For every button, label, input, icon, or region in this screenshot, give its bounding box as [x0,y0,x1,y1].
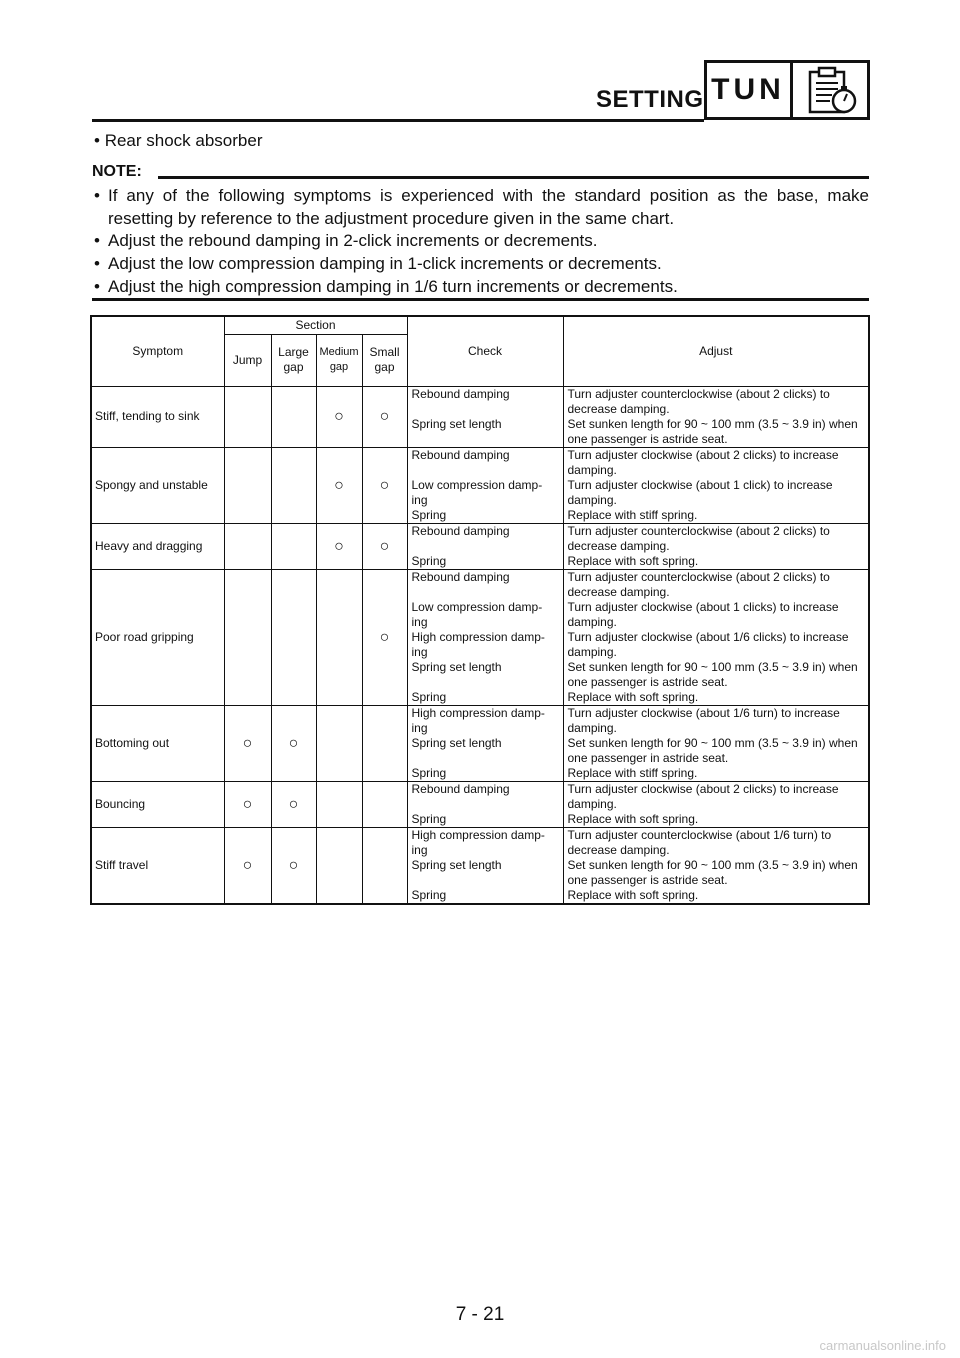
settings-table-wrapper [90,315,870,905]
check-mark: ○ [379,537,390,555]
check-cell: Spring set length [407,417,563,448]
header-row [91,316,869,334]
table-row [91,705,869,736]
large-gap-cell [271,781,316,827]
check-mark: ○ [288,734,299,752]
header-symptom: Symptom [91,316,224,386]
symptom-cell: Poor road gripping [91,569,224,705]
note-text: If any of the following symptoms is experienced with the standard position as the base, make resetting by reference to the adjustment procedure given in the same chart. [108,186,869,228]
check-cell: Low compression damp- ing [407,600,563,630]
note-item [94,275,869,298]
large-gap-cell [271,523,316,569]
symptom-cell: Heavy and dragging [91,523,224,569]
tun-badge-divider [790,60,793,120]
settings-table [90,315,870,905]
medium-gap-cell [316,705,362,781]
jump-cell [224,569,271,705]
adjust-cell: Replace with stiff spring. [563,508,869,524]
adjust-cell: Replace with soft spring. [563,690,869,706]
adjust-cell: Turn adjuster counterclockwise (about 1/6 turn) to decrease damping. [563,827,869,858]
small-gap-cell [362,523,407,569]
watermark: carmanualsonline.info [819,1338,946,1353]
large-gap-cell [271,386,316,447]
page-number: 7 - 21 [455,1304,505,1325]
small-gap-cell [362,569,407,705]
check-cell: Low compression damp- ing [407,478,563,508]
tun-badge-label: TUN [711,73,785,106]
check-mark: ○ [288,856,299,874]
note-item [94,252,869,275]
bullet: • [94,186,100,205]
adjust-cell: Replace with stiff spring. [563,766,869,782]
check-cell: Spring set length [407,660,563,690]
check-cell: Spring set length [407,858,563,888]
small-gap-cell [362,386,407,447]
medium-gap-cell [316,827,362,904]
header-section: Section [224,316,407,334]
small-gap-cell [362,447,407,523]
medium-gap-cell [316,447,362,523]
adjust-cell: Set sunken length for 90 ~ 100 mm (3.5 ~ 3.9 in) when one passenger is astride seat. [563,660,869,690]
check-cell: High compression damp- ing [407,630,563,660]
table-row [91,447,869,478]
note-label: NOTE: [92,163,142,180]
small-gap-cell [362,781,407,827]
check-cell: Rebound damping [407,781,563,812]
table-row [91,386,869,417]
header-adjust: Adjust [563,316,869,386]
check-mark: ○ [242,734,253,752]
check-cell: Spring [407,812,563,828]
check-cell: Rebound damping [407,447,563,478]
check-cell: Spring set length [407,736,563,766]
header-large-gap: Large gap [271,334,316,386]
rear-shock-heading [94,131,263,151]
check-mark: ○ [379,476,390,494]
check-mark: ○ [334,408,344,425]
adjust-cell: Replace with soft spring. [563,554,869,570]
adjust-cell: Turn adjuster clockwise (about 2 clicks) to increase damping. [563,781,869,812]
note-text: Adjust the rebound damping in 2-click increments or decrements. [108,231,598,250]
small-gap-cell [362,827,407,904]
check-mark: ○ [242,795,253,813]
table-row [91,827,869,858]
check-mark: ○ [379,628,390,646]
small-gap-cell [362,705,407,781]
adjust-cell: Turn adjuster counterclockwise (about 2 clicks) to decrease damping. [563,523,869,554]
check-cell: Spring [407,554,563,570]
note-item [94,184,869,230]
adjust-cell: Turn adjuster counterclockwise (about 2 clicks) to decrease damping. [563,386,869,417]
note-rule [158,176,869,179]
check-cell: Spring [407,690,563,706]
symptom-cell: Spongy and unstable [91,447,224,523]
symptom-cell: Bottoming out [91,705,224,781]
jump-cell [224,705,271,781]
header-small-gap: Small gap [362,334,407,386]
header-medium-gap: Medium gap [316,334,362,386]
jump-cell [224,386,271,447]
adjust-cell: Turn adjuster clockwise (about 1 click) to increase damping. [563,478,869,508]
table-row [91,569,869,600]
rear-shock-label: Rear shock absorber [104,131,263,150]
check-cell: Rebound damping [407,569,563,600]
clipboard-stopwatch-icon [806,66,860,116]
bullet: • [94,254,100,273]
adjust-cell: Replace with soft spring. [563,812,869,828]
note-text: Adjust the low compression damping in 1-click increments or decrements. [108,254,662,273]
check-mark: ○ [242,856,253,874]
check-mark: ○ [334,537,344,555]
note-end-rule [92,298,869,301]
check-cell: High compression damp- ing [407,705,563,736]
jump-cell [224,523,271,569]
jump-cell [224,447,271,523]
adjust-cell: Set sunken length for 90 ~ 100 mm (3.5 ~ 3.9 in) when one passenger in astride seat. [563,736,869,766]
check-mark: ○ [288,795,299,813]
header-jump: Jump [224,334,271,386]
medium-gap-cell [316,386,362,447]
adjust-cell: Replace with soft spring. [563,888,869,904]
header-check: Check [407,316,563,386]
section-title: SETTING [596,86,704,113]
medium-gap-cell [316,781,362,827]
large-gap-cell [271,447,316,523]
symptom-cell: Bouncing [91,781,224,827]
large-gap-cell [271,705,316,781]
adjust-cell: Turn adjuster clockwise (about 2 clicks) to increase damping. [563,447,869,478]
check-cell: Spring [407,766,563,782]
adjust-cell: Turn adjuster clockwise (about 1 clicks) to increase damping. [563,600,869,630]
bullet: • [94,131,100,150]
check-mark: ○ [334,476,344,494]
check-cell: Rebound damping [407,386,563,417]
adjust-cell: Turn adjuster clockwise (about 1/6 clicks) to increase damping. [563,630,869,660]
check-cell: Spring [407,888,563,904]
adjust-cell: Turn adjuster clockwise (about 1/6 turn) to increase damping. [563,705,869,736]
check-cell: High compression damp- ing [407,827,563,858]
check-cell: Spring [407,508,563,524]
jump-cell [224,781,271,827]
adjust-cell: Set sunken length for 90 ~ 100 mm (3.5 ~ 3.9 in) when one passenger is astride seat. [563,417,869,448]
note-text: Adjust the high compression damping in 1/6 turn increments or decrements. [108,277,678,296]
table-row [91,523,869,554]
symptom-cell: Stiff travel [91,827,224,904]
note-item [94,229,869,252]
large-gap-cell [271,827,316,904]
large-gap-cell [271,569,316,705]
medium-gap-cell [316,523,362,569]
bullet: • [94,231,100,250]
header-rule [92,119,704,122]
adjust-cell: Turn adjuster counterclockwise (about 2 clicks) to decrease damping. [563,569,869,600]
adjust-cell: Set sunken length for 90 ~ 100 mm (3.5 ~ 3.9 in) when one passenger is astride seat. [563,858,869,888]
check-mark: ○ [379,408,390,425]
symptom-cell: Stiff, tending to sink [91,386,224,447]
table-row [91,781,869,812]
medium-gap-cell [316,569,362,705]
bullet: • [94,277,100,296]
jump-cell [224,827,271,904]
check-cell: Rebound damping [407,523,563,554]
